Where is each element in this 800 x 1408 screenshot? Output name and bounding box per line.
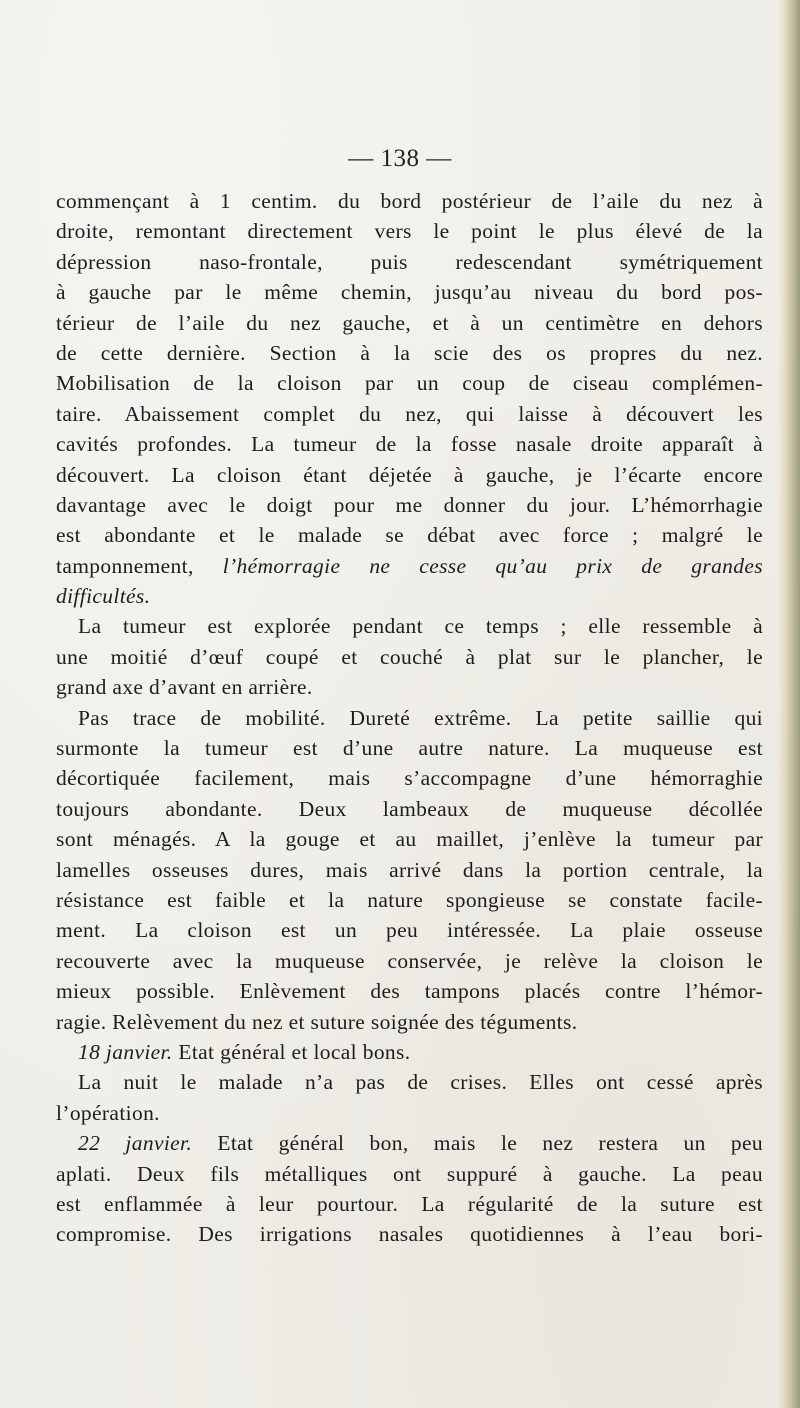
text-line: une moitié d’œuf coupé et couché à plat sur le plancher, le — [56, 644, 763, 669]
body-text — [56, 186, 763, 1250]
text-line: résistance est faible et la nature spongieuse se constate facile- — [56, 887, 763, 912]
text-line: La nuit le malade n’a pas de crises. Elles ont cessé après — [78, 1070, 763, 1095]
page-edge-shadow — [778, 0, 800, 1408]
text-line: ment. La cloison est un peu intéressée. La plaie osseuse — [56, 918, 763, 943]
text-line: décortiquée facilement, mais s’accompagne d’une hémorraghie — [56, 766, 763, 791]
text-line: commençant à 1 centim. du bord postérieur de l’aile du nez à — [56, 189, 763, 213]
text-line: dépression naso-frontale, puis redescendant symétriquement — [56, 249, 763, 274]
text-line: difficultés. — [56, 584, 151, 609]
text-line: ragie. Relèvement du nez et suture soignée des téguments. — [56, 1009, 578, 1034]
text-line: La tumeur est explorée pendant ce temps ; elle ressemble à — [78, 614, 763, 639]
text-line: cavités profondes. La tumeur de la fosse nasale droite apparaît à — [56, 432, 763, 457]
text-line: est enflammée à leur pourtour. La régularité de la suture est — [56, 1191, 763, 1216]
text-line: 18 janvier. Etat général et local bons. — [78, 1039, 411, 1064]
text-line: toujours abondante. Deux lambeaux de muqueuse décollée — [56, 796, 763, 821]
text-line: aplati. Deux fils métalliques ont suppuré à gauche. La peau — [56, 1161, 763, 1186]
page-number: — 138 — — [348, 145, 452, 172]
text-line: grand axe d’avant en arrière. — [56, 675, 313, 700]
text-line: taire. Abaissement complet du nez, qui laisse à découvert les — [56, 401, 763, 426]
text-line: mieux possible. Enlèvement des tampons placés contre l’hémor- — [56, 979, 763, 1004]
text-line: l’opération. — [56, 1100, 160, 1125]
text-line: compromise. Des irrigations nasales quotidiennes à l’eau bori- — [56, 1222, 763, 1247]
text-line: à gauche par le même chemin, jusqu’au niveau du bord pos- — [56, 280, 763, 305]
text-line: surmonte la tumeur est d’une autre nature. La muqueuse est — [56, 736, 763, 761]
text-line: recouverte avec la muqueuse conservée, je relève la cloison le — [56, 948, 763, 973]
text-line: de cette dernière. Section à la scie des os propres du nez. — [56, 340, 763, 365]
text-line: tamponnement, l’hémorragie ne cesse qu’au prix de grandes — [56, 553, 763, 578]
text-line: térieur de l’aile du nez gauche, et à un centimètre en dehors — [56, 310, 763, 335]
text-line: sont ménagés. A la gouge et au maillet, j’enlève la tumeur par — [56, 827, 763, 852]
text-line: 22 janvier. Etat général bon, mais le nez restera un peu — [78, 1131, 763, 1156]
text-line: découvert. La cloison étant déjetée à gauche, je l’écarte encore — [56, 462, 763, 487]
text-line: Mobilisation de la cloison par un coup de ciseau complémen- — [56, 371, 763, 396]
text-line: Pas trace de mobilité. Dureté extrême. La petite saillie qui — [78, 705, 763, 730]
text-line: davantage avec le doigt pour me donner du jour. L’hémorrhagie — [56, 492, 763, 517]
text-line: est abondante et le malade se débat avec force ; malgré le — [56, 523, 763, 548]
text-line: droite, remontant directement vers le point le plus élevé de la — [56, 219, 763, 244]
text-line: lamelles osseuses dures, mais arrivé dans la portion centrale, la — [56, 857, 763, 882]
